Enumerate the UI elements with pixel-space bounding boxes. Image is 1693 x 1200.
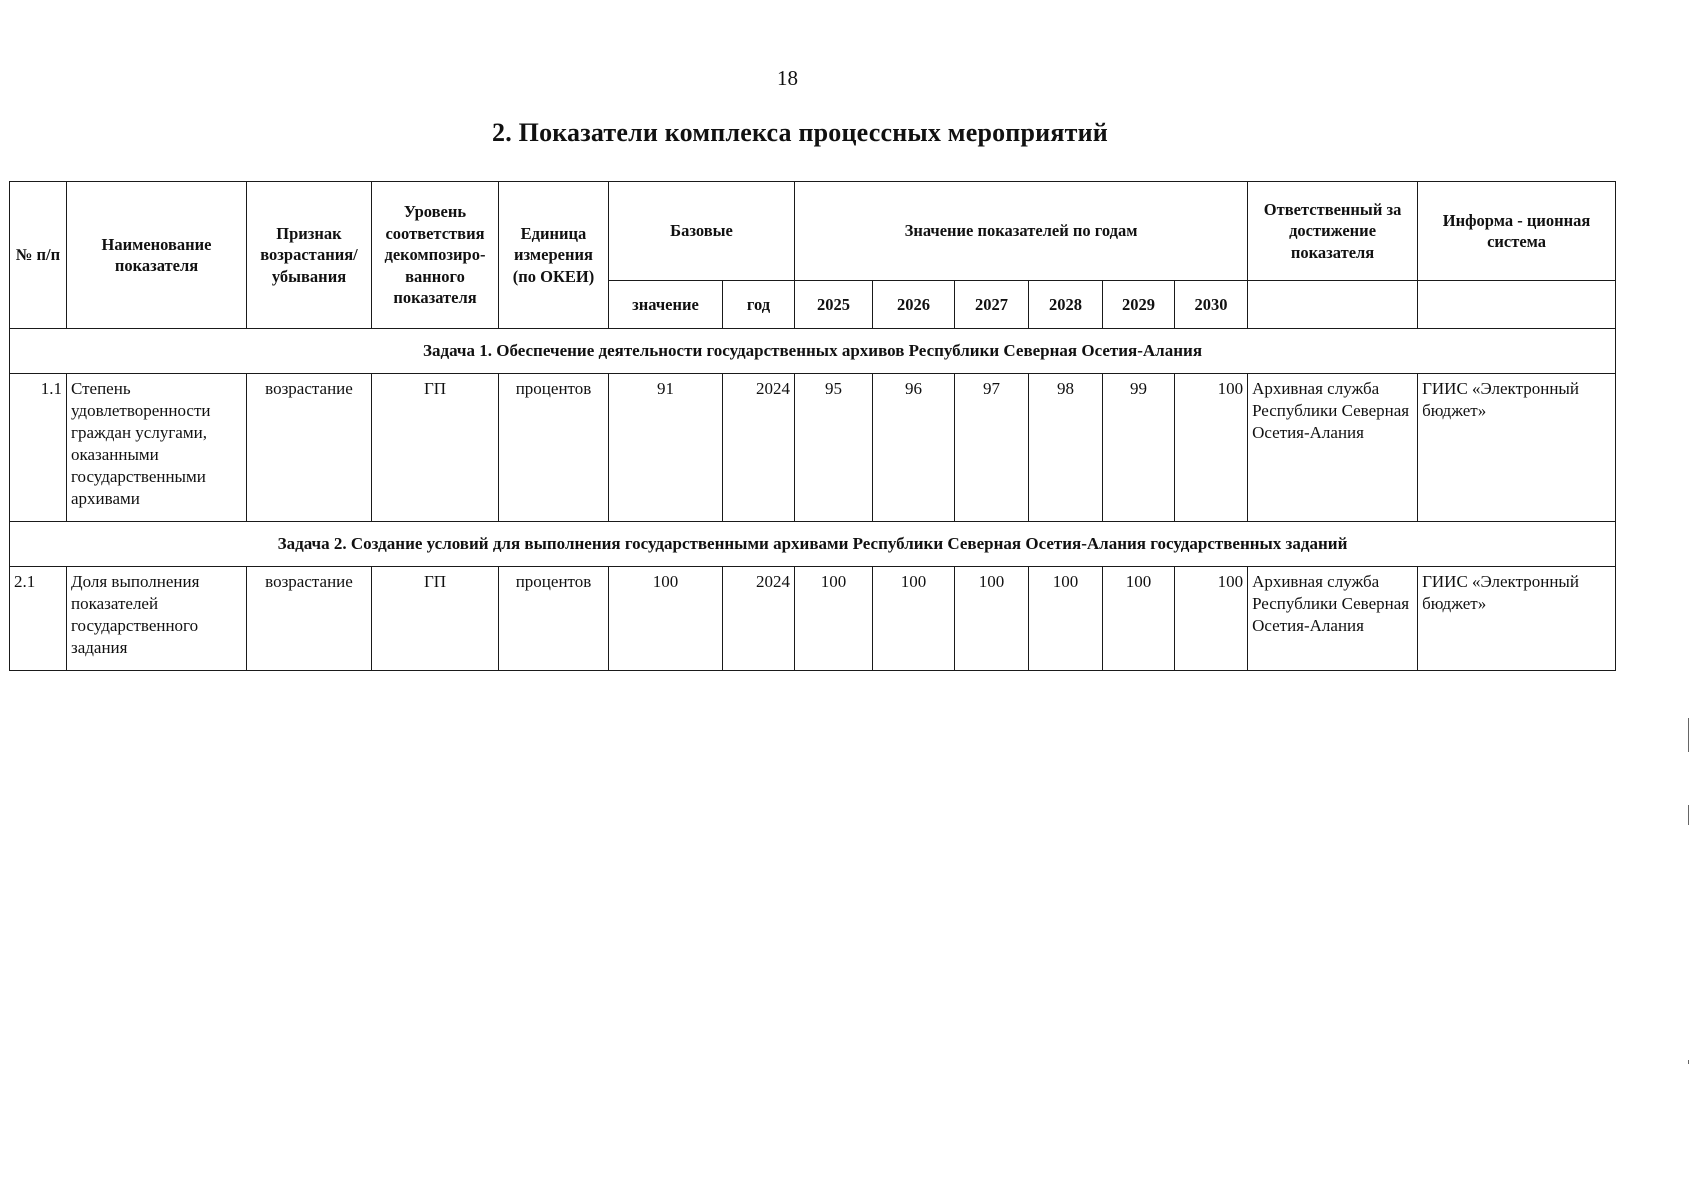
row-value-2026: 100 — [873, 567, 955, 671]
section-title: 2. Показатели комплекса процессных мероприятий — [492, 118, 1108, 147]
row-value-2026: 96 — [873, 374, 955, 522]
header-year-2026: 2026 — [873, 281, 955, 329]
row-value-2028: 100 — [1029, 567, 1103, 671]
row-value-2027: 97 — [955, 374, 1029, 522]
task-2-title: Задача 2. Создание условий для выполнения государственными архивами Республики Северная Осетия-Алания государственных заданий — [10, 522, 1616, 567]
table-row — [10, 567, 1616, 671]
table-row — [10, 374, 1616, 522]
row-value-2030: 100 — [1175, 374, 1248, 522]
header-year-2025: 2025 — [795, 281, 873, 329]
row-value-2029: 100 — [1103, 567, 1175, 671]
indicators-table — [9, 181, 1616, 671]
header-trend: Признак возрастания/ убывания — [247, 182, 372, 329]
row-unit: процентов — [499, 374, 609, 522]
row-value-2025: 100 — [795, 567, 873, 671]
header-info-system-empty — [1418, 281, 1616, 329]
row-unit: процентов — [499, 567, 609, 671]
header-num: № п/п — [10, 182, 67, 329]
row-value-2027: 100 — [955, 567, 1029, 671]
scan-edge-mark — [1688, 1060, 1689, 1064]
row-responsible: Архивная служба Республики Северная Осетия-Алания — [1248, 567, 1418, 671]
row-value-2029: 99 — [1103, 374, 1175, 522]
row-name: Доля выполнения показателей государственного задания — [67, 567, 247, 671]
scan-edge-mark — [1688, 718, 1689, 752]
row-value-2030: 100 — [1175, 567, 1248, 671]
scan-edge-mark — [1688, 805, 1689, 825]
header-info-system: Информа - ционная система — [1418, 182, 1616, 281]
row-responsible: Архивная служба Республики Северная Осетия-Алания — [1248, 374, 1418, 522]
row-base-year: 2024 — [723, 567, 795, 671]
row-name: Степень удовлетворенности граждан услугами, оказанными государственными архивами — [67, 374, 247, 522]
row-value-2025: 95 — [795, 374, 873, 522]
header-responsible-empty — [1248, 281, 1418, 329]
row-base-year: 2024 — [723, 374, 795, 522]
row-trend: возрастание — [247, 374, 372, 522]
row-base-value: 91 — [609, 374, 723, 522]
page-number: 18 — [777, 66, 798, 90]
row-num: 2.1 — [10, 567, 67, 671]
header-year-2029: 2029 — [1103, 281, 1175, 329]
header-name: Наименование показателя — [67, 182, 247, 329]
header-base-year: год — [723, 281, 795, 329]
row-value-2028: 98 — [1029, 374, 1103, 522]
header-base-value: значение — [609, 281, 723, 329]
task-row — [10, 522, 1616, 567]
header-level: Уровень соответствия декомпозиро-ванного показателя — [372, 182, 499, 329]
task-row — [10, 329, 1616, 374]
row-info-system: ГИИС «Электронный бюджет» — [1418, 567, 1616, 671]
header-values-by-year: Значение показателей по годам — [795, 182, 1248, 281]
header-responsible: Ответственный за достижение показателя — [1248, 182, 1418, 281]
row-num: 1.1 — [10, 374, 67, 522]
row-level: ГП — [372, 374, 499, 522]
header-year-2027: 2027 — [955, 281, 1029, 329]
row-info-system: ГИИС «Электронный бюджет» — [1418, 374, 1616, 522]
header-year-2028: 2028 — [1029, 281, 1103, 329]
row-base-value: 100 — [609, 567, 723, 671]
row-trend: возрастание — [247, 567, 372, 671]
task-1-title: Задача 1. Обеспечение деятельности государственных архивов Республики Северная Осетия-Алания — [10, 329, 1616, 374]
header-base: Базовые — [609, 182, 795, 281]
row-level: ГП — [372, 567, 499, 671]
header-unit: Единица измерения (по ОКЕИ) — [499, 182, 609, 329]
header-year-2030: 2030 — [1175, 281, 1248, 329]
